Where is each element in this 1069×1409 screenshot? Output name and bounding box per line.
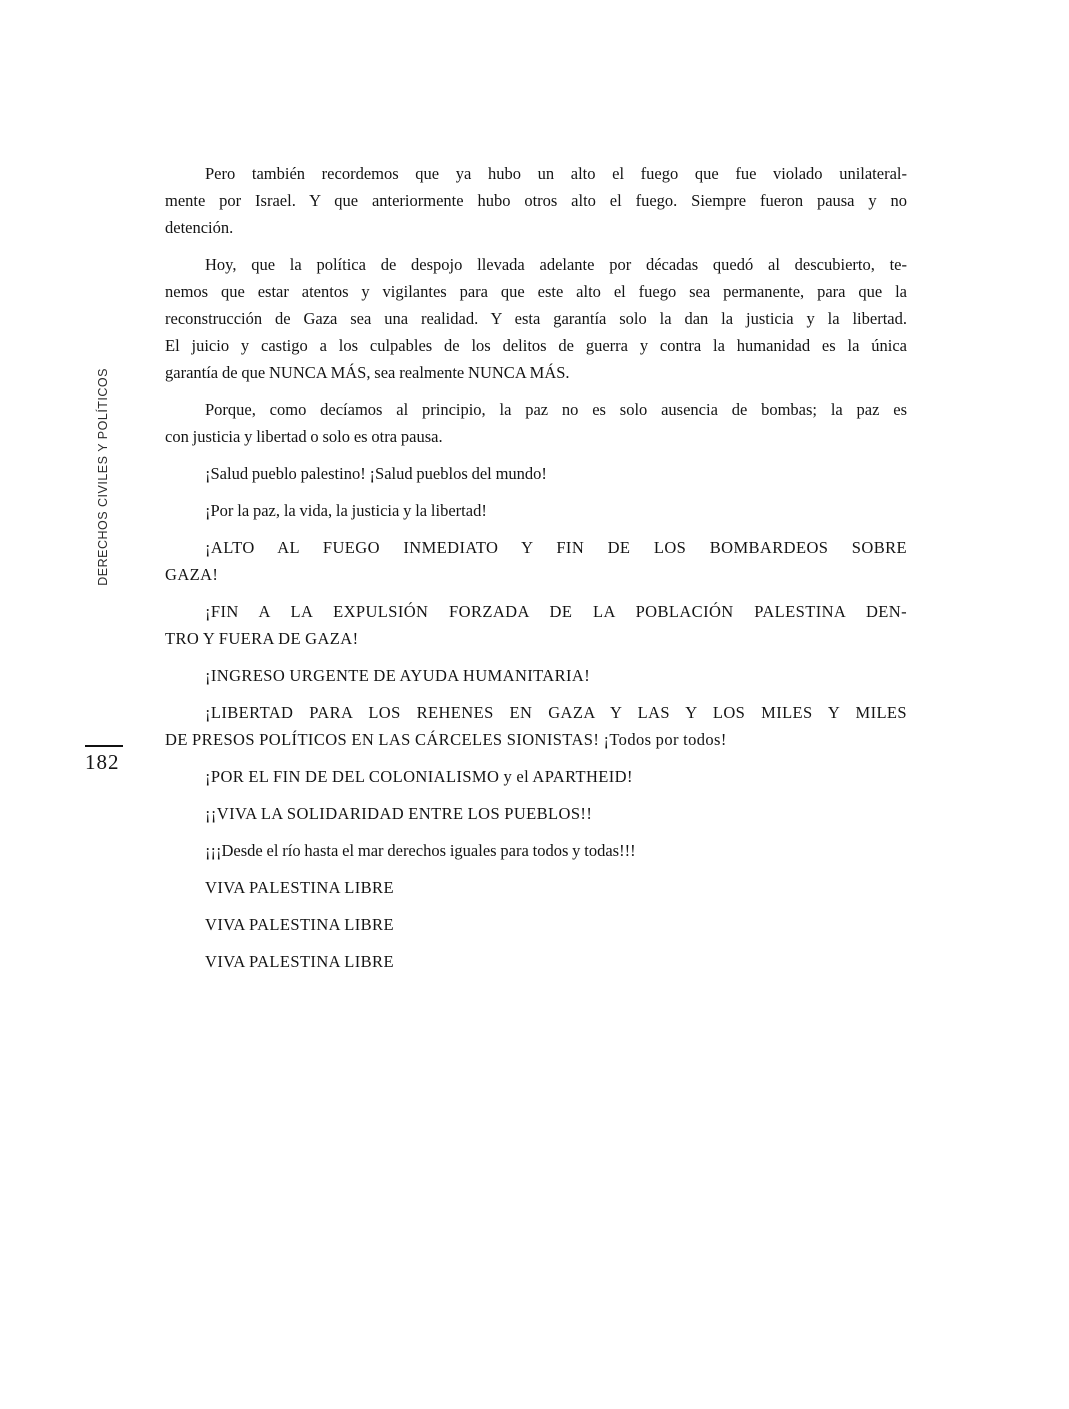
paragraph (165, 497, 907, 524)
text-line: El juicio y castigo a los culpables de los delitos de guerra y contra la humanidad es la única (165, 336, 907, 355)
paragraph (165, 837, 907, 864)
paragraph (165, 874, 907, 901)
paragraph (165, 699, 907, 753)
text-line: VIVA PALESTINA LIBRE (205, 915, 394, 934)
text-line: ¡ALTO AL FUEGO INMEDIATO Y FIN DE LOS BOMBARDEOS SOBRE (205, 538, 907, 557)
text-line: DE PRESOS POLÍTICOS EN LAS CÁRCELES SIONISTAS! ¡Todos por todos! (165, 730, 727, 749)
text-line: Hoy, que la política de despojo llevada adelante por décadas quedó al descubierto, te- (205, 255, 907, 274)
text-line: VIVA PALESTINA LIBRE (205, 878, 394, 897)
text-line: ¡POR EL FIN DE DEL COLONIALISMO y el APARTHEID! (205, 767, 633, 786)
text-line: ¡¡¡Desde el río hasta el mar derechos iguales para todos y todas!!! (205, 841, 636, 860)
text-line: ¡Salud pueblo palestino! ¡Salud pueblos del mundo! (205, 464, 547, 483)
text-line: mente por Israel. Y que anteriormente hubo otros alto el fuego. Siempre fueron pausa y no (165, 191, 907, 210)
page-number-rule (85, 745, 123, 747)
text-line: reconstrucción de Gaza sea una realidad. Y esta garantía solo la dan la justicia y la libertad. (165, 309, 907, 328)
body-text (165, 160, 907, 985)
text-line: ¡LIBERTAD PARA LOS REHENES EN GAZA Y LAS Y LOS MILES Y MILES (205, 703, 907, 722)
paragraph (165, 800, 907, 827)
paragraph (165, 396, 907, 450)
page-number-block (85, 745, 123, 774)
paragraph (165, 763, 907, 790)
text-line: con justicia y libertad o solo es otra pausa. (165, 427, 443, 446)
paragraph (165, 534, 907, 588)
text-line: detención. (165, 218, 234, 237)
text-line: Porque, como decíamos al principio, la paz no es solo ausencia de bombas; la paz es (205, 400, 907, 419)
text-line: Pero también recordemos que ya hubo un alto el fuego que fue violado unilateral- (205, 164, 907, 183)
text-line: VIVA PALESTINA LIBRE (205, 952, 394, 971)
text-line: ¡¡VIVA LA SOLIDARIDAD ENTRE LOS PUEBLOS!! (205, 804, 593, 823)
text-line: TRO Y FUERA DE GAZA! (165, 629, 359, 648)
paragraph (165, 662, 907, 689)
paragraph (165, 948, 907, 975)
text-line: garantía de que NUNCA MÁS, sea realmente NUNCA MÁS. (165, 363, 570, 382)
text-line: ¡Por la paz, la vida, la justicia y la libertad! (205, 501, 487, 520)
text-line: nemos que estar atentos y vigilantes para que este alto el fuego sea permanente, para que la (165, 282, 907, 301)
page-number: 182 (85, 750, 120, 774)
paragraph (165, 911, 907, 938)
paragraph (165, 251, 907, 386)
text-line: ¡FIN A LA EXPULSIÓN FORZADA DE LA POBLACIÓN PALESTINA DEN- (205, 602, 907, 621)
paragraph (165, 460, 907, 487)
paragraph (165, 160, 907, 241)
section-sidebar-label: DERECHOS CIVILES Y POLÍTICOS (96, 368, 110, 586)
text-line: ¡INGRESO URGENTE DE AYUDA HUMANITARIA! (205, 666, 591, 685)
paragraph (165, 598, 907, 652)
text-line: GAZA! (165, 565, 219, 584)
